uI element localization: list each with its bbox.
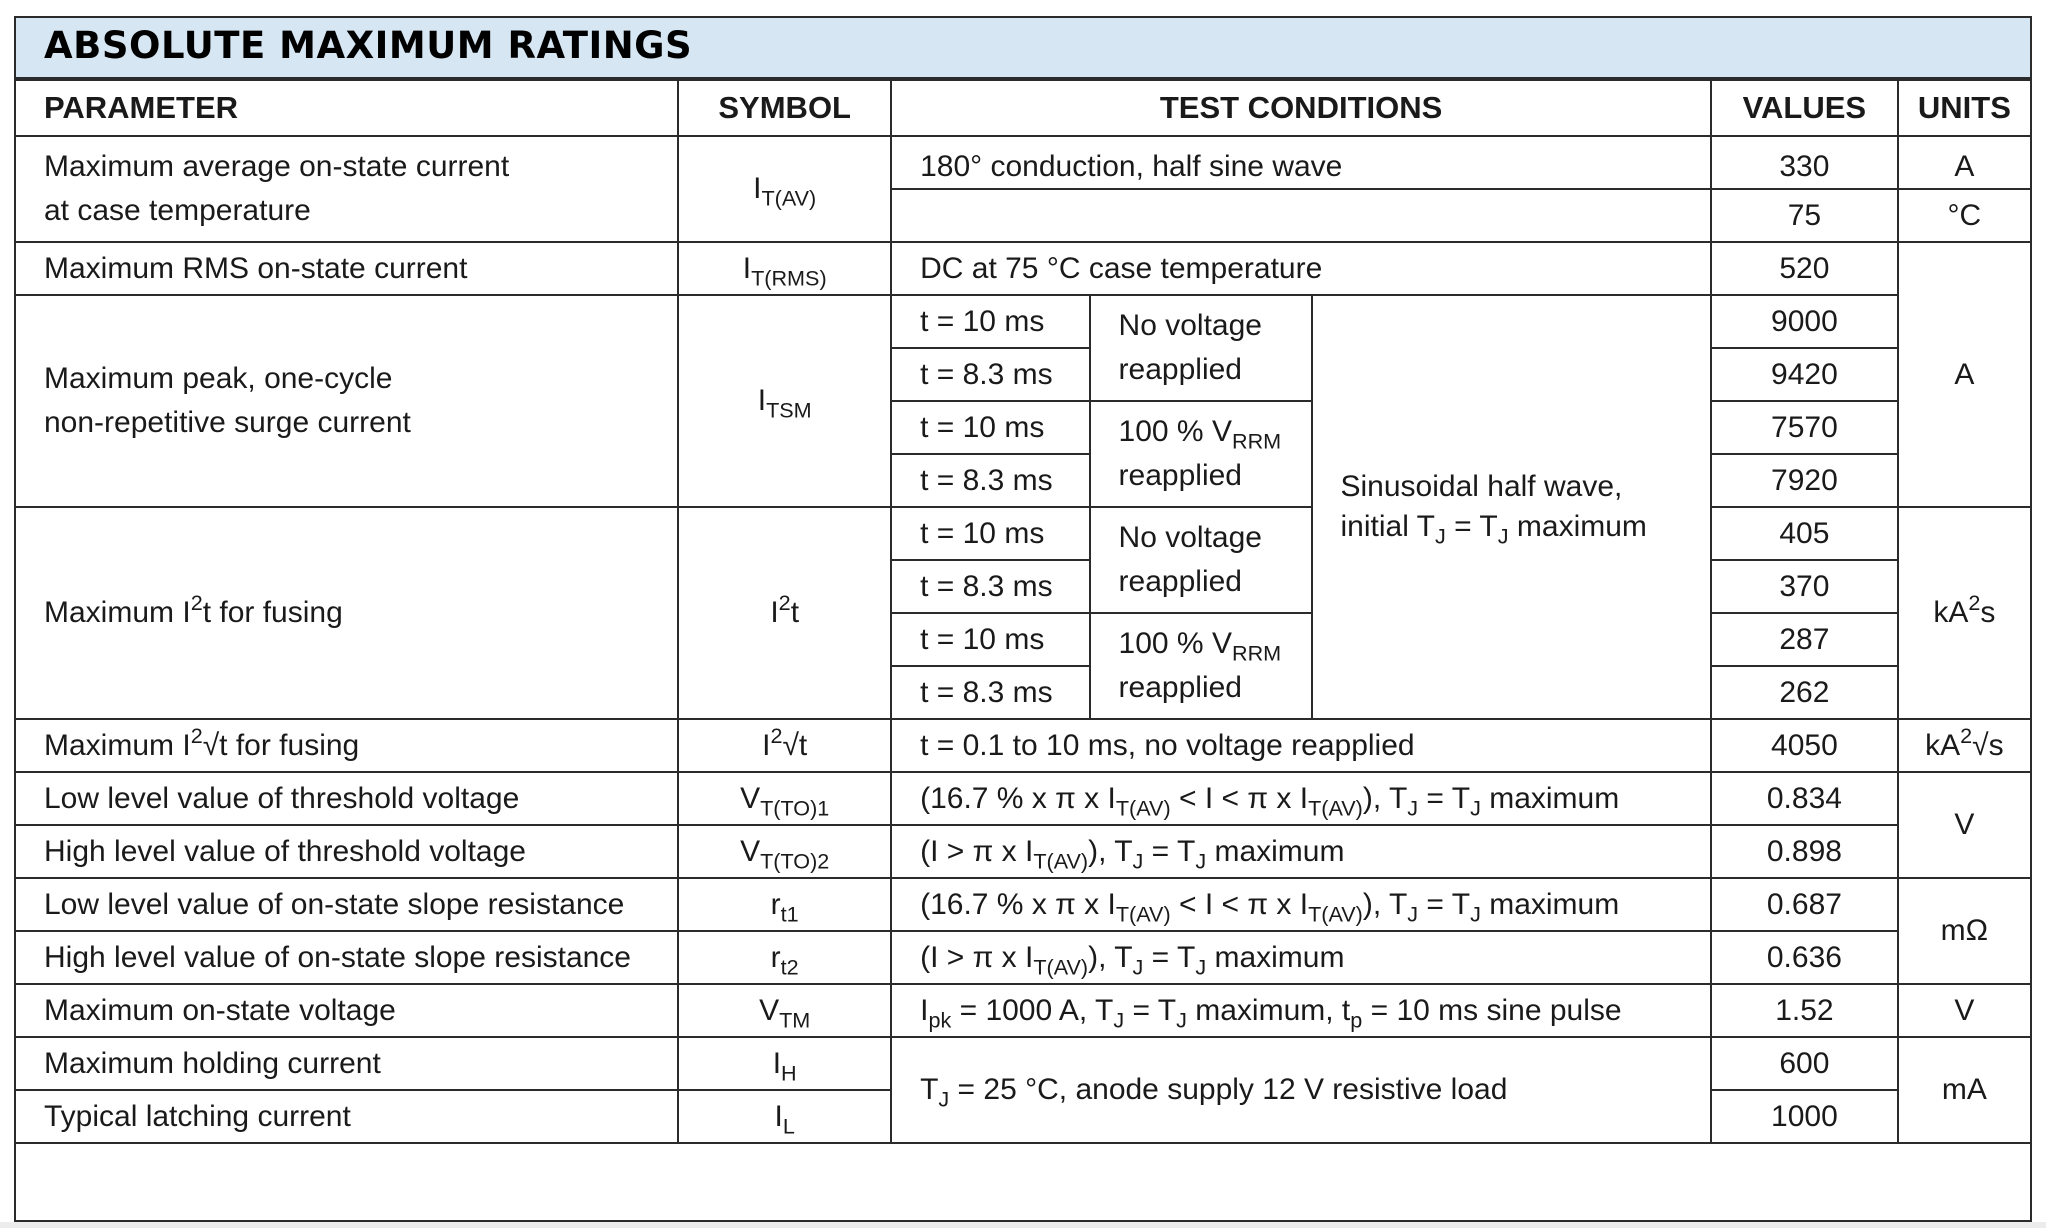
symbol-i2t: $I^2t$ (678, 507, 891, 719)
value-ih: 600 (1711, 1037, 1898, 1090)
i2t-t3: t = 10 ms (891, 613, 1089, 666)
param-rt1: Low level value of on-state slope resistance (15, 878, 678, 931)
ratings-table (14, 79, 2032, 1144)
symbol-itav: $I_{T(AV)}$ (678, 136, 891, 242)
value-i2t-1: 405 (1711, 507, 1898, 560)
header-values: VALUES (1711, 80, 1898, 136)
cond-vto1: (16.7 % x π x $I_{T(AV)} < I < \pi$ x $I_{T(AV)}$), $T_J = T_J$ maximum (891, 772, 1711, 825)
symbol-vtm: $V_{TM}$ (678, 984, 891, 1037)
unit-itav-2: °C (1898, 189, 2031, 242)
symbol-vto2: $V_{T(TO)2}$ (678, 825, 891, 878)
value-itsm-3: 7570 (1711, 401, 1898, 454)
param-itsm: Maximum peak, one-cycle non-repetitive surge current (15, 295, 678, 507)
itsm-no-voltage: No voltage reapplied (1090, 295, 1312, 401)
table-row (15, 136, 2031, 189)
param-vto1: Low level value of threshold voltage (15, 772, 678, 825)
cond-vto2: (I > π x $I_{T(AV)}$), $T_J = T_J$ maximum (891, 825, 1711, 878)
cond-vtm: $I_{pk} = 1000$ A, $T_J = T_J$ maximum, $t_p = 10$ ms sine pulse (891, 984, 1711, 1037)
symbol-vto1: $V_{T(TO)1}$ (678, 772, 891, 825)
cond-rt2: (I > π x $I_{T(AV)}$), $T_J = T_J$ maximum (891, 931, 1711, 984)
value-vto2: 0.898 (1711, 825, 1898, 878)
unit-itav-1: A (1898, 136, 2031, 189)
i2t-t1: t = 10 ms (891, 507, 1089, 560)
unit-i2rt: $kA^2√s$ (1898, 719, 2031, 772)
symbol-il: $I_L$ (678, 1090, 891, 1143)
table-row (15, 507, 2031, 560)
value-il: 1000 (1711, 1090, 1898, 1143)
header-test-conditions: TEST CONDITIONS (891, 80, 1711, 136)
param-vto2: High level value of threshold voltage (15, 825, 678, 878)
value-rt1: 0.687 (1711, 878, 1898, 931)
value-itsm-4: 7920 (1711, 454, 1898, 507)
header-symbol: SYMBOL (678, 80, 891, 136)
value-itav-1: 330 (1711, 136, 1898, 189)
symbol-rt2: $r_{t2}$ (678, 931, 891, 984)
symbol-i2rt: $I^2√t$ (678, 719, 891, 772)
table-row (15, 772, 2031, 825)
value-itsm-2: 9420 (1711, 348, 1898, 401)
value-itav-2: 75 (1711, 189, 1898, 242)
value-i2t-3: 287 (1711, 613, 1898, 666)
value-itsm-1: 9000 (1711, 295, 1898, 348)
param-i2t: Maximum $I^2t$ for fusing (15, 507, 678, 719)
table-row (15, 931, 2031, 984)
table-row (15, 719, 2031, 772)
cond-rt1: (16.7 % x π x $I_{T(AV)} < I < \pi$ x $I_{T(AV)}$), $T_J = T_J$ maximum (891, 878, 1711, 931)
header-parameter: PARAMETER (15, 80, 678, 136)
unit-rt: mΩ (1898, 878, 2031, 984)
param-ih: Maximum holding current (15, 1037, 678, 1090)
symbol-rt1: $r_{t1}$ (678, 878, 891, 931)
symbol-ih: $I_H$ (678, 1037, 891, 1090)
itsm-100-vrrm: 100 % $V_{RRM}$ reapplied (1090, 401, 1312, 507)
unit-vtm: V (1898, 984, 2031, 1037)
header-row (15, 80, 2031, 136)
cond-itrms: DC at 75 °C case temperature (891, 242, 1711, 295)
value-rt2: 0.636 (1711, 931, 1898, 984)
param-itrms: Maximum RMS on-state current (15, 242, 678, 295)
unit-ih-il: mA (1898, 1037, 2031, 1143)
i2t-t4: t = 8.3 ms (891, 666, 1089, 719)
table-row (15, 984, 2031, 1037)
table-row (15, 878, 2031, 931)
value-vtm: 1.52 (1711, 984, 1898, 1037)
i2t-no-voltage: No voltage reapplied (1090, 507, 1312, 613)
unit-vto: V (1898, 772, 2031, 878)
page-bottom-edge (0, 1222, 2046, 1228)
i2t-t2: t = 8.3 ms (891, 560, 1089, 613)
value-i2rt: 4050 (1711, 719, 1898, 772)
symbol-itrms: $I_{T(RMS)}$ (678, 242, 891, 295)
param-rt2: High level value of on-state slope resistance (15, 931, 678, 984)
value-itrms: 520 (1711, 242, 1898, 295)
itsm-t1: t = 10 ms (891, 295, 1089, 348)
header-units: UNITS (1898, 80, 2031, 136)
table-row (15, 295, 2031, 348)
cond-ih-il: $T_J = 25$ °C, anode supply 12 V resistive load (891, 1037, 1711, 1143)
param-il: Typical latching current (15, 1090, 678, 1143)
itsm-t4: t = 8.3 ms (891, 454, 1089, 507)
param-i2rt: Maximum $I^2√t$ for fusing (15, 719, 678, 772)
table-row (15, 1037, 2031, 1090)
param-vtm: Maximum on-state voltage (15, 984, 678, 1037)
value-i2t-2: 370 (1711, 560, 1898, 613)
param-itav: Maximum average on-state current at case temperature (15, 136, 678, 242)
symbol-itsm: $I_{TSM}$ (678, 295, 891, 507)
unit-i2t: $kA^2s$ (1898, 507, 2031, 719)
table-row (15, 242, 2031, 295)
unit-itrms-itsm: A (1898, 242, 2031, 507)
value-i2t-4: 262 (1711, 666, 1898, 719)
table-title: ABSOLUTE MAXIMUM RATINGS (44, 24, 693, 67)
value-vto1: 0.834 (1711, 772, 1898, 825)
i2t-100-vrrm: 100 % $V_{RRM}$ reapplied (1090, 613, 1312, 719)
cond-itav-2 (891, 189, 1711, 242)
itsm-t3: t = 10 ms (891, 401, 1089, 454)
cond-i2rt: t = 0.1 to 10 ms, no voltage reapplied (891, 719, 1711, 772)
table-row (15, 825, 2031, 878)
itsm-t2: t = 8.3 ms (891, 348, 1089, 401)
cond-itav-1: 180° conduction, half sine wave (891, 136, 1711, 189)
sinusoidal-condition: Sinusoidal half wave, initial $T_J = T_J$ maximum (1312, 295, 1712, 719)
